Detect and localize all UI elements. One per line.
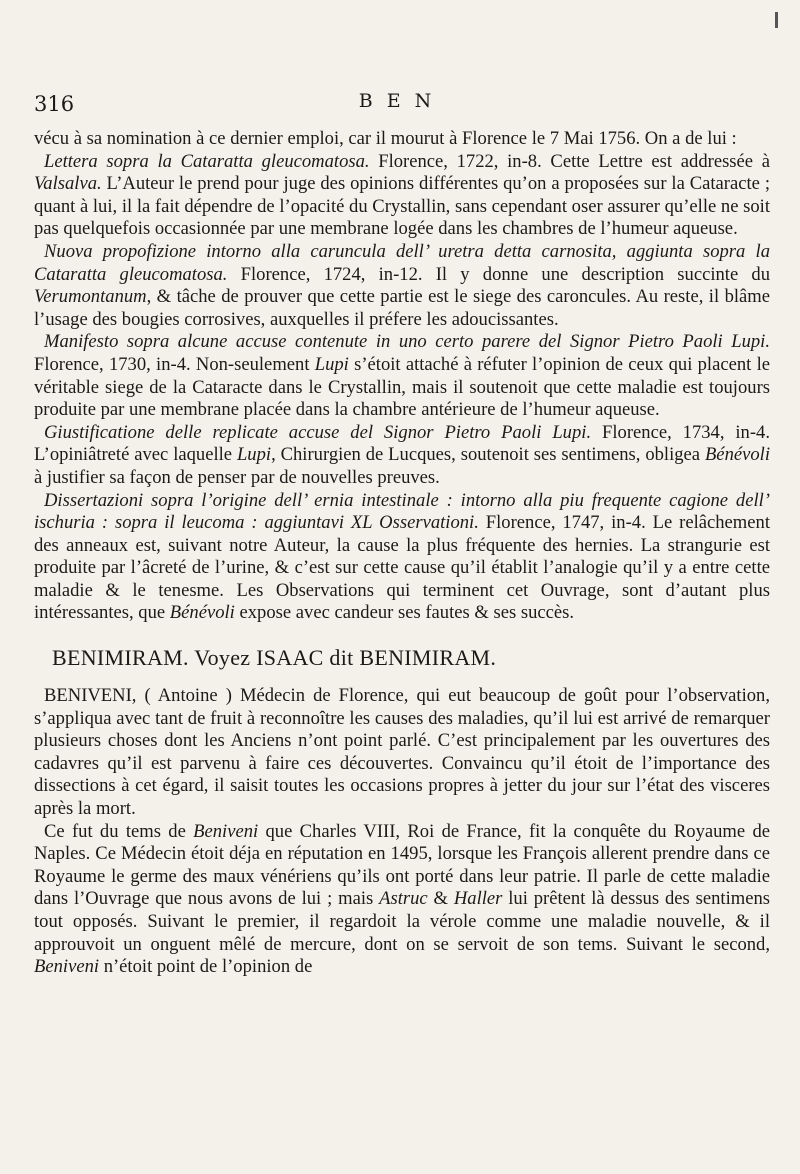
italic-text: Dissertazioni sopra l’origine dell’ ernia intestinale : intorno alla piu frequente cagione dell’ ischuria : sopra il leucoma : aggiuntavi XL Osservationi. <box>34 489 770 534</box>
text-run: lui prêtent là dessus des sentimens tout opposés. Suivant le premier, il regardoit la vérole comme une maladie nouvelle, & il approuvoit un onguent mêlé de mercure, dont on se servoit de son tems. Suivant le second, <box>34 888 770 955</box>
text-run: Florence, 1722, in-8. Cette Lettre est addressée à <box>369 150 770 172</box>
page-header <box>34 88 770 128</box>
article-paragraph <box>34 685 770 821</box>
text-run: vécu à sa nomination à ce dernier emploi, car il mourut à Florence le 7 Mai 1756. On a de lui : <box>34 128 737 149</box>
text-run: L’Auteur le prend pour juge des opinions différentes qu’on a proposées sur la Cataracte ; quant à lui, il la fait dépendre de l’opacité du Crystallin, sans cependant oser assurer qu’elle ne soit pas quelquefois occasionnée par une membrane logée dans les chambres de l’humeur aqueuse. <box>34 173 770 240</box>
text-run: que Charles VIII, Roi de France, fit la conquête du Royaume de Naples. Ce Médecin étoit déja en réputation en 1495, lorsque les François allerent prendre dans ce Royaume le germe des maux vénériens qu’ils ont porté dans leur patrie. Il parle de cette maladie dans l’Ouvrage que nous avons de lui ; mais <box>34 820 771 910</box>
article-paragraph <box>34 821 770 979</box>
text-run: , & tâche de prouver que cette partie est le siege des caroncules. Au reste, il blâme l’usage des bougies corrosives, auxquelles il préfere les adoucissantes. <box>34 286 770 330</box>
italic-text: Manifesto sopra alcune accuse contenute in uno certo parere del Signor Pietro Paoli Lupi. <box>44 331 770 353</box>
bibliography-entry <box>34 331 770 421</box>
page-number: 316 <box>34 92 75 116</box>
italic-text: Nuova propofizione intorno alla caruncula dell’ uretra detta carnosita, aggiunta sopra la Cataratta gleucomatosa. <box>34 240 770 285</box>
italic-text: Beniveni <box>34 956 100 978</box>
page <box>34 88 770 979</box>
italic-text: Giustificatione delle replicate accuse del Signor Pietro Paoli Lupi. <box>44 421 592 443</box>
text-run: Florence, 1730, in-4. Non-seulement <box>34 353 315 375</box>
paragraph <box>34 128 770 151</box>
text-run: Florence, 1724, in-12. Il y donne une description succinte du <box>227 263 770 285</box>
text-run: n’étoit point de l’opinion de <box>99 956 313 978</box>
italic-text: Beniveni <box>193 820 259 842</box>
text-run: à justifier sa façon de penser par de nouvelles preuves. <box>34 466 440 488</box>
text-run: Ce fut du tems de <box>44 820 194 842</box>
text-run: & <box>427 888 454 910</box>
italic-text: Valsalva. <box>34 173 102 195</box>
italic-text: Lettera sopra la Cataratta gleucomatosa. <box>44 150 370 172</box>
text-run: BENIVENI, ( Antoine ) Médecin de Florence, qui eut beaucoup de goût pour l’observation, s’appliqua avec tant de fruit à reconnoître les causes des maladies, qu’il lui est arrivé de remarquer plusieurs choses dont les Anciens n’ont point parlé. C’est principalement par les ouvertures des cadavres qu’il est parvenu à faire ces découvertes. Convaincu qu’il étoit de l’importance des dissections à cet égard, il saisit toutes les occasions propres à jetter du jour sur l’état des visceres après la mort. <box>34 685 770 820</box>
page-edge-mark <box>775 12 778 28</box>
text-run: s’étoit attaché à réfuter l’opinion de ceux qui placent le véritable siege de la Cataracte dans le Crystallin, mais il soutenoit que cette maladie est toujours produite par une membrane placée dans la chambre antérieure de l’humeur aqueuse. <box>34 353 770 421</box>
text-run: Florence, 1734, in-4. L’opiniâtreté avec laquelle <box>34 421 770 466</box>
italic-text: Bénévoli <box>169 602 235 624</box>
bibliography-entry <box>34 422 770 490</box>
bibliography-entry <box>34 151 770 241</box>
italic-text: Astruc <box>379 888 428 910</box>
text-run: expose avec candeur ses fautes & ses succès. <box>234 602 575 624</box>
italic-text: Lupi <box>314 353 349 375</box>
cross-reference-heading: BENIMIRAM. Voyez ISAAC dit BENIMIRAM. <box>52 645 497 671</box>
text-run: , Chirurgien de Lucques, soutenoit ses sentimens, obligea <box>271 444 705 466</box>
body-section-1 <box>34 128 770 625</box>
italic-text: Verumontanum <box>34 286 147 308</box>
italic-text: Bénévoli <box>704 444 770 466</box>
italic-text: Haller <box>453 888 503 910</box>
italic-text: Lupi <box>236 444 272 466</box>
running-head: BEN <box>358 90 446 112</box>
body-section-2 <box>34 685 770 979</box>
text-run: Florence, 1747, in-4. Le relâchement des anneaux est, suivant notre Auteur, la cause la plus fréquente des hernies. La strangurie est produite par l’âcreté de l’urine, & c’est sur cette cause qu’il établit l’analogie qu’il y a entre cette maladie & le tenesme. Les Observations qui terminent cet Ouvrage, sont d’autant plus intéressantes, que <box>34 512 770 624</box>
bibliography-entry <box>34 490 770 626</box>
bibliography-entry <box>34 241 770 331</box>
